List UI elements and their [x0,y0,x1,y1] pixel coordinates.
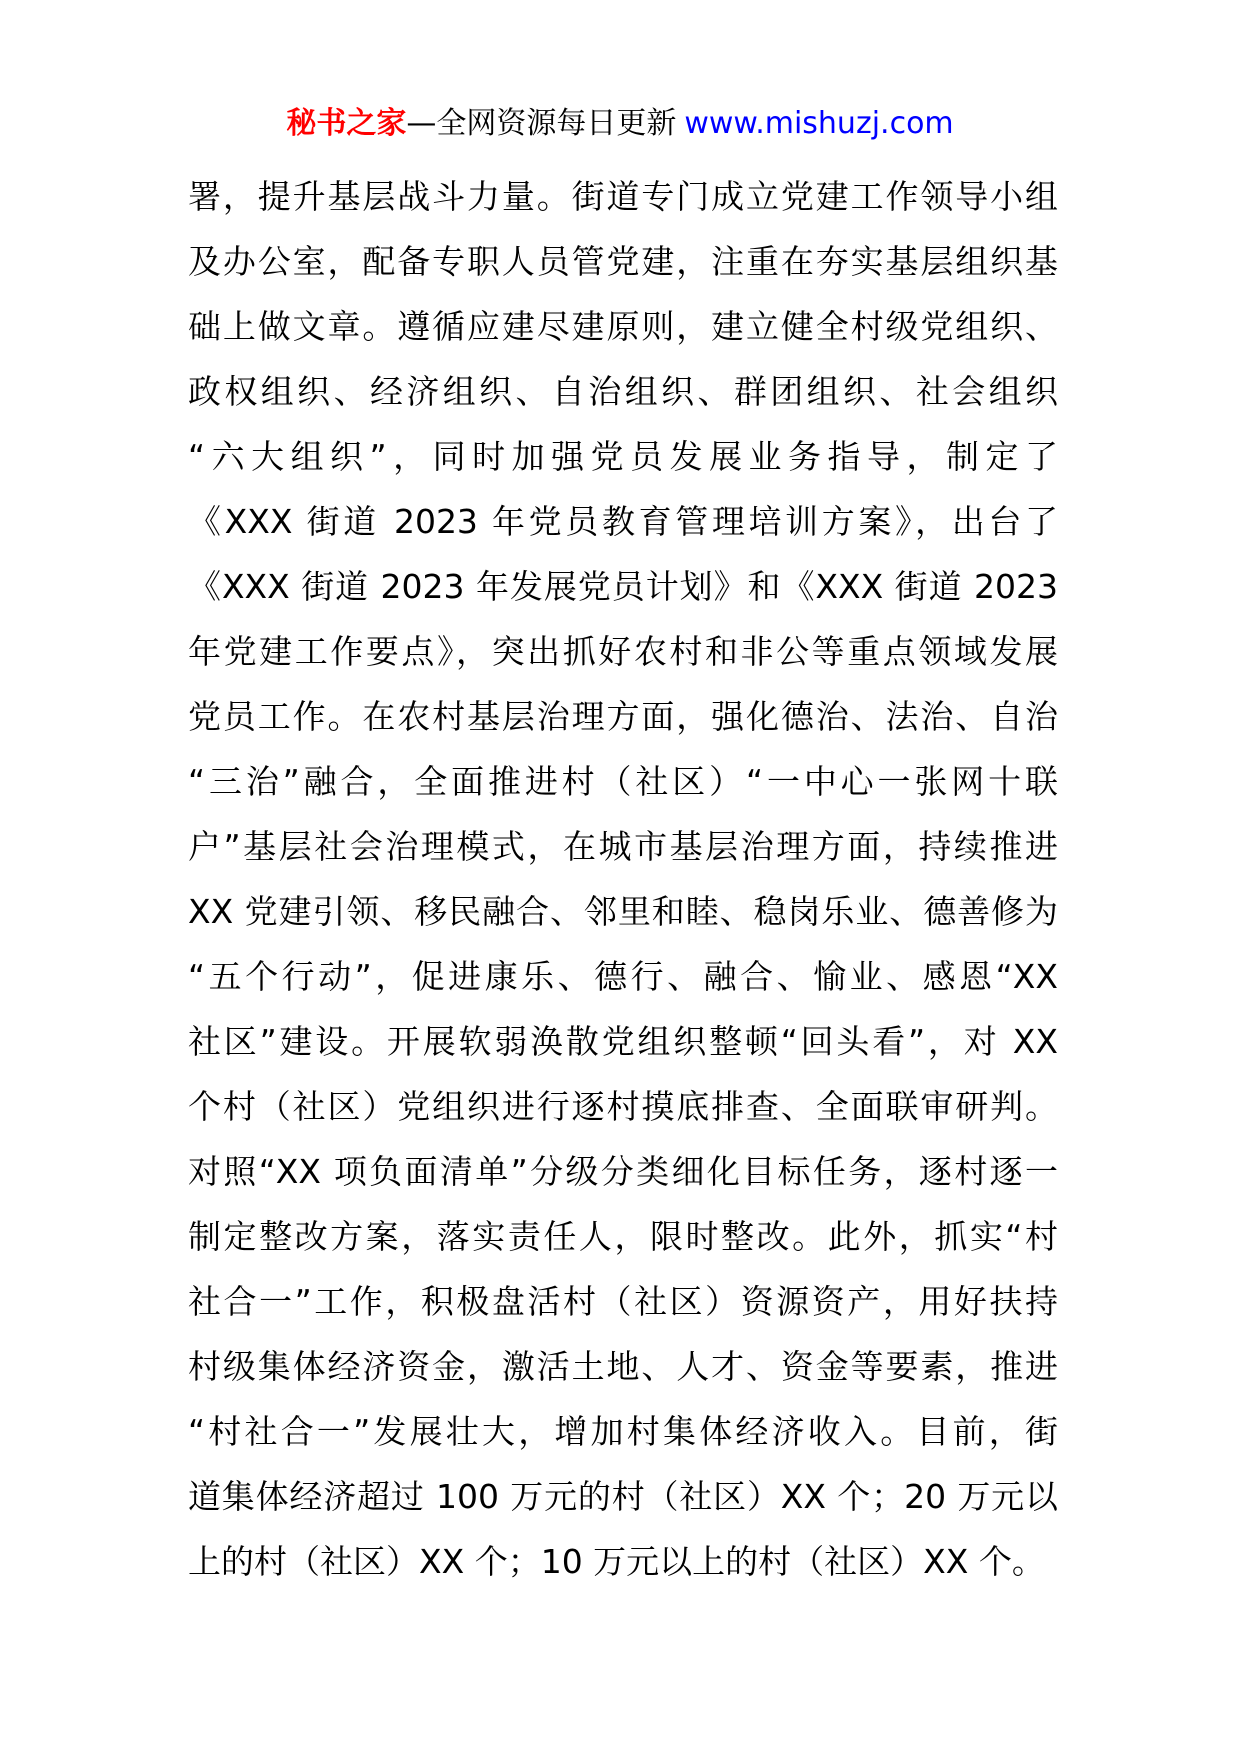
text-line: 政权组织、经济组织、自治组织、群团组织、社会组织 [188,372,1058,411]
text-line: 党员工作。在农村基层治理方面，强化德治、法治、自治 [188,697,1058,736]
text-line: 社区”建设。开展软弱涣散党组织整顿“回头看”，对 XX [188,1022,1058,1061]
body-paragraph [188,164,1058,1594]
text-line: “三治”融合，全面推进村（社区）“一中心一张网十联 [188,762,1058,801]
text-line: “五个行动”，促进康乐、德行、融合、愉业、感恩“XX [188,957,1058,996]
text-line: 及办公室，配备专职人员管党建，注重在夯实基层组织基 [188,242,1058,281]
header-brand: 秘书之家 [286,106,407,141]
text-line: 《XXX 街道 2023 年党员教育管理培训方案》，出台了 [188,502,1058,541]
text-line: 对照“XX 项负面清单”分级分类细化目标任务，逐村逐一 [188,1152,1058,1191]
text-line: 社合一”工作，积极盘活村（社区）资源资产，用好扶持 [188,1282,1058,1321]
text-line: 年党建工作要点》，突出抓好农村和非公等重点领域发展 [188,632,1058,671]
text-line: “六大组织”，同时加强党员发展业务指导，制定了 [188,437,1058,476]
header-tagline: —全网资源每日更新 [406,106,677,141]
page-header [0,104,1240,144]
text-line: 上的村（社区）XX 个；10 万元以上的村（社区）XX 个。 [188,1542,1045,1581]
text-line: 村级集体经济资金，激活土地、人才、资金等要素，推进 [188,1347,1058,1386]
text-line: 《XXX 街道 2023 年发展党员计划》和《XXX 街道 2023 [188,567,1058,606]
text-line: 道集体经济超过 100 万元的村（社区）XX 个；20 万元以 [188,1477,1058,1516]
text-line: 个村（社区）党组织进行逐村摸底排查、全面联审研判。 [188,1087,1058,1126]
text-line: “村社合一”发展壮大，增加村集体经济收入。目前，街 [188,1412,1058,1451]
text-line: 署，提升基层战斗力量。街道专门成立党建工作领导小组 [188,177,1058,216]
text-line: 制定整改方案，落实责任人，限时整改。此外，抓实“村 [188,1217,1058,1256]
text-line: XX 党建引领、移民融合、邻里和睦、稳岗乐业、德善修为 [188,892,1058,931]
text-line: 础上做文章。遵循应建尽建原则，建立健全村级党组织、 [188,307,1058,346]
header-site-url[interactable]: www.mishuzj.com [684,106,954,141]
text-line: 户”基层社会治理模式，在城市基层治理方面，持续推进 [188,827,1058,866]
